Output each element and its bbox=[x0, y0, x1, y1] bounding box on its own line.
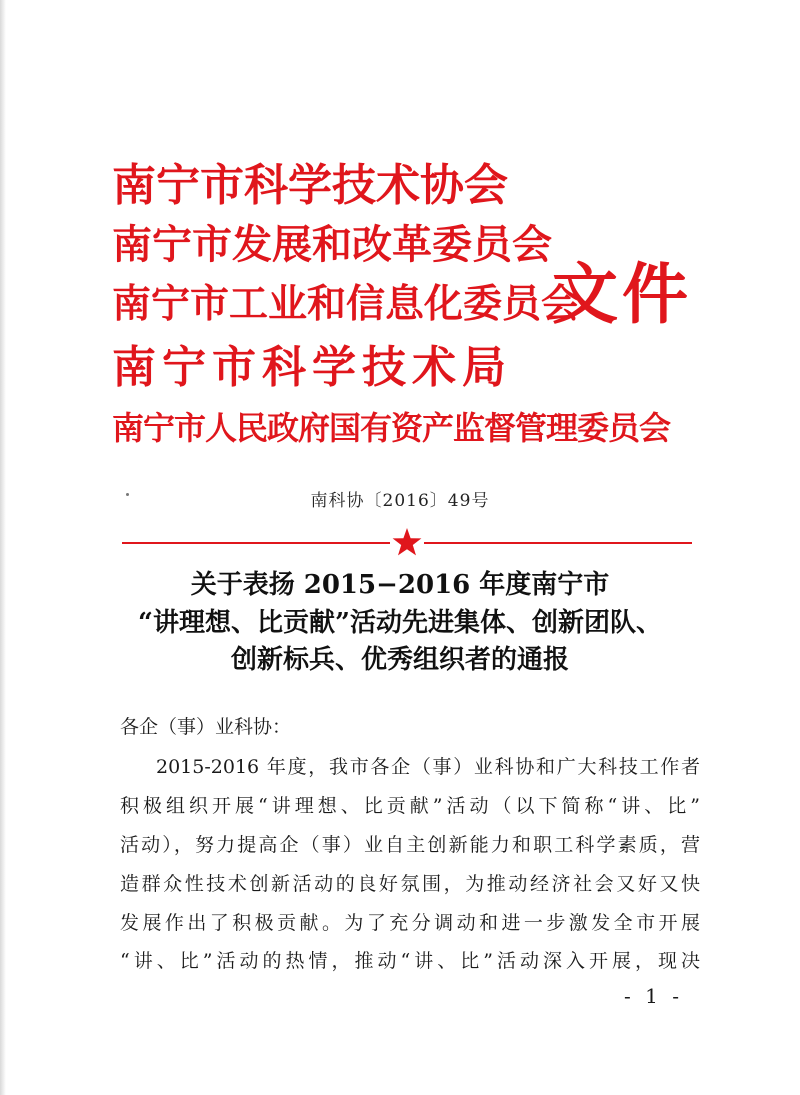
red-divider-right bbox=[424, 542, 692, 544]
document-title-line: 创新标兵、优秀组织者的通报 bbox=[230, 645, 569, 675]
body-text-line: 发展作出了积极贡献。为了充分调动和进一步激发全市开展 bbox=[120, 912, 700, 934]
issuer-name: 南宁市发展和改革委员会 bbox=[112, 222, 552, 268]
document-title-line: 关于表扬 2015−2016 年度南宁市 bbox=[190, 570, 610, 600]
red-star-icon bbox=[391, 526, 423, 558]
body-text-line: “讲、比”活动的热情，推动“讲、比”活动深入开展，现决 bbox=[120, 950, 700, 972]
scan-edge-shadow bbox=[0, 0, 6, 1095]
issuer-name: 南宁市科学技术局 bbox=[112, 342, 512, 393]
document-title-line: “讲理想、比贡献”活动先进集体、创新团队、 bbox=[138, 608, 662, 638]
red-divider-left bbox=[122, 542, 390, 544]
body-text-line: 2015-2016 年度，我市各企（事）业科协和广大科技工作者 bbox=[156, 756, 700, 778]
document-type-label: 文件 bbox=[552, 256, 692, 333]
document-number: 南科协〔2016〕49号 bbox=[310, 491, 490, 511]
issuer-name: 南宁市科学技术协会 bbox=[112, 160, 508, 211]
issuer-name: 南宁市人民政府国有资产监督管理委员会 bbox=[112, 409, 671, 447]
issuer-name: 南宁市工业和信息化委员会 bbox=[112, 282, 581, 327]
page-number: - 1 - bbox=[624, 984, 683, 1008]
body-text-line: 积极组织开展“讲理想、比贡献”活动（以下简称“讲、比” bbox=[120, 795, 700, 817]
salutation: 各企（事）业科协： bbox=[120, 716, 292, 738]
body-text-line: 活动），努力提高企（事）业自主创新能力和职工科学素质，营 bbox=[120, 834, 700, 856]
body-text-line: 造群众性技术创新活动的良好氛围，为推动经济社会又好又快 bbox=[120, 873, 700, 895]
